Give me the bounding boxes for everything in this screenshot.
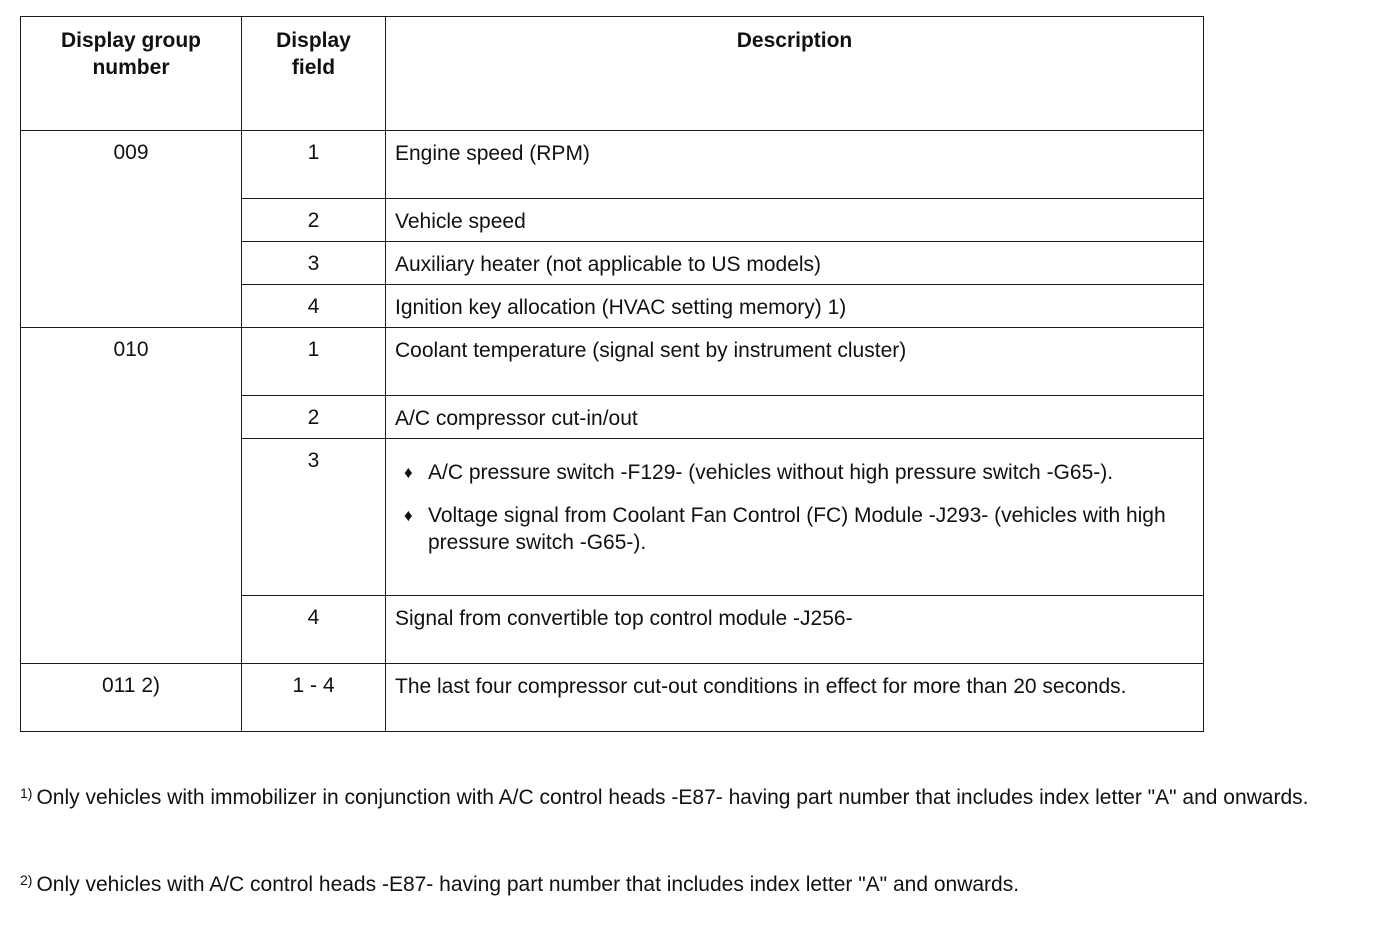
description-cell: Vehicle speed xyxy=(386,199,1204,242)
diamond-bullet-icon: ♦ xyxy=(404,506,413,525)
footnote-1 xyxy=(20,784,1380,811)
header-display-field: Display field xyxy=(242,17,386,131)
table-row xyxy=(21,131,1204,199)
list-item xyxy=(395,459,1193,486)
footnote-marker: 2) xyxy=(20,872,33,888)
field-cell: 3 xyxy=(242,242,386,285)
footnote-marker: 1) xyxy=(20,785,33,801)
footnote-text: Only vehicles with A/C control heads -E87- having part number that includes index letter "A" and onwards. xyxy=(36,873,1020,896)
display-group-table xyxy=(20,16,1204,732)
field-cell: 4 xyxy=(242,596,386,664)
description-cell: Ignition key allocation (HVAC setting memory) 1) xyxy=(386,285,1204,328)
table-row xyxy=(21,664,1204,732)
group-number-cell: 010 xyxy=(21,328,242,664)
field-cell: 3 xyxy=(242,439,386,596)
list-item-text: Voltage signal from Coolant Fan Control (FC) Module -J293- (vehicles with high pressure switch -G65-). xyxy=(428,504,1166,554)
description-cell: Auxiliary heater (not applicable to US models) xyxy=(386,242,1204,285)
group-number-cell: 011 2) xyxy=(21,664,242,732)
description-cell: A/C compressor cut-in/out xyxy=(386,396,1204,439)
field-cell: 2 xyxy=(242,396,386,439)
description-cell xyxy=(386,439,1204,596)
field-cell: 1 - 4 xyxy=(242,664,386,732)
description-cell: Engine speed (RPM) xyxy=(386,131,1204,199)
header-description: Description xyxy=(386,17,1204,131)
group-number-cell: 009 xyxy=(21,131,242,328)
description-cell: The last four compressor cut-out conditions in effect for more than 20 seconds. xyxy=(386,664,1204,732)
list-item-text: A/C pressure switch -F129- (vehicles without high pressure switch -G65-). xyxy=(428,461,1114,484)
field-cell: 1 xyxy=(242,131,386,199)
field-cell: 1 xyxy=(242,328,386,396)
bullet-list xyxy=(395,459,1193,556)
footnote-2 xyxy=(20,871,1380,898)
list-item xyxy=(395,502,1193,556)
description-cell: Coolant temperature (signal sent by instrument cluster) xyxy=(386,328,1204,396)
description-cell: Signal from convertible top control module -J256- xyxy=(386,596,1204,664)
footnote-text: Only vehicles with immobilizer in conjunction with A/C control heads -E87- having part number that includes index letter "A" and onwards. xyxy=(36,786,1309,809)
header-row xyxy=(21,17,1204,131)
header-display-group-number: Display group number xyxy=(21,17,242,131)
diamond-bullet-icon: ♦ xyxy=(404,463,413,482)
field-cell: 4 xyxy=(242,285,386,328)
table-row xyxy=(21,328,1204,396)
field-cell: 2 xyxy=(242,199,386,242)
